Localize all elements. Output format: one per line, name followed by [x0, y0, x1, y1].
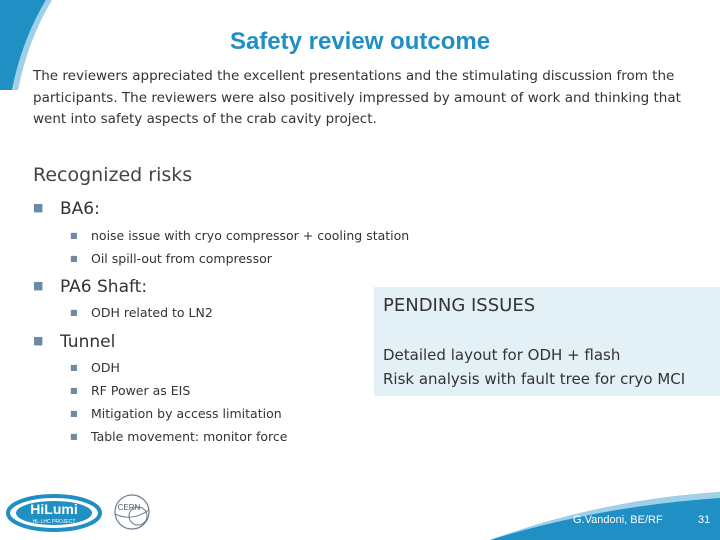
bullet-square-icon: ■	[70, 254, 78, 263]
bullet-square-icon: ■	[70, 409, 78, 418]
section-title: Recognized risks	[33, 164, 193, 186]
page-number: 31	[698, 514, 711, 526]
sub-bullet-label: Mitigation by access limitation	[91, 406, 282, 421]
bullet-square-icon: ■	[70, 363, 78, 372]
hilumi-logo-subtext: HL-LHC PROJECT	[32, 519, 76, 525]
bullet-square-icon: ■	[70, 308, 78, 317]
bullet-square-icon: ■	[33, 279, 44, 292]
bullet-pa6-shaft	[33, 277, 147, 297]
bullet-square-icon: ■	[70, 386, 78, 395]
sub-bullet-label: noise issue with cryo compressor + cooling station	[91, 228, 410, 243]
sub-bullet	[70, 251, 272, 266]
bullet-square-icon: ■	[70, 231, 78, 240]
bullet-ba6	[33, 199, 100, 219]
bullet-label: Tunnel	[60, 332, 116, 352]
sub-bullet	[70, 305, 213, 320]
sub-bullet-label: ODH	[91, 360, 120, 375]
intro-paragraph: The reviewers appreciated the excellent presentations and the stimulating discussion from the participants. The reviewers were also positively impressed by amount of work and thinking that went into safety aspects of the crab cavity project.	[33, 68, 681, 127]
bullet-label: PA6 Shaft:	[60, 277, 148, 297]
hilumi-logo-text: HiLumi	[30, 501, 78, 517]
sub-bullet	[70, 360, 120, 375]
bullet-square-icon: ■	[33, 201, 44, 214]
sub-bullet-label: RF Power as EIS	[91, 383, 191, 398]
bullet-square-icon: ■	[70, 432, 78, 441]
pending-issues-title: PENDING ISSUES	[383, 295, 536, 316]
bullet-square-icon: ■	[33, 334, 44, 347]
cern-logo-text: CERN	[117, 503, 141, 512]
sub-bullet	[70, 429, 287, 444]
footer-author: G.Vandoni, BE/RF	[573, 514, 663, 526]
page-title: Safety review outcome	[229, 28, 491, 55]
pending-issues-box	[374, 287, 720, 396]
pending-issue-line: Detailed layout for ODH + flash	[383, 346, 621, 364]
bullet-tunnel	[33, 332, 115, 352]
sub-bullet-label: ODH related to LN2	[91, 305, 213, 320]
cern-logo	[112, 492, 152, 532]
sub-bullet-label: Table movement: monitor force	[91, 429, 288, 444]
sub-bullet	[70, 383, 190, 398]
hilumi-logo	[6, 492, 102, 534]
bullet-label: BA6:	[60, 199, 100, 219]
sub-bullet	[70, 406, 282, 421]
sub-bullet-label: Oil spill-out from compressor	[91, 251, 272, 266]
pending-issue-line: Risk analysis with fault tree for cryo MCI	[383, 370, 686, 388]
sub-bullet	[70, 228, 409, 243]
